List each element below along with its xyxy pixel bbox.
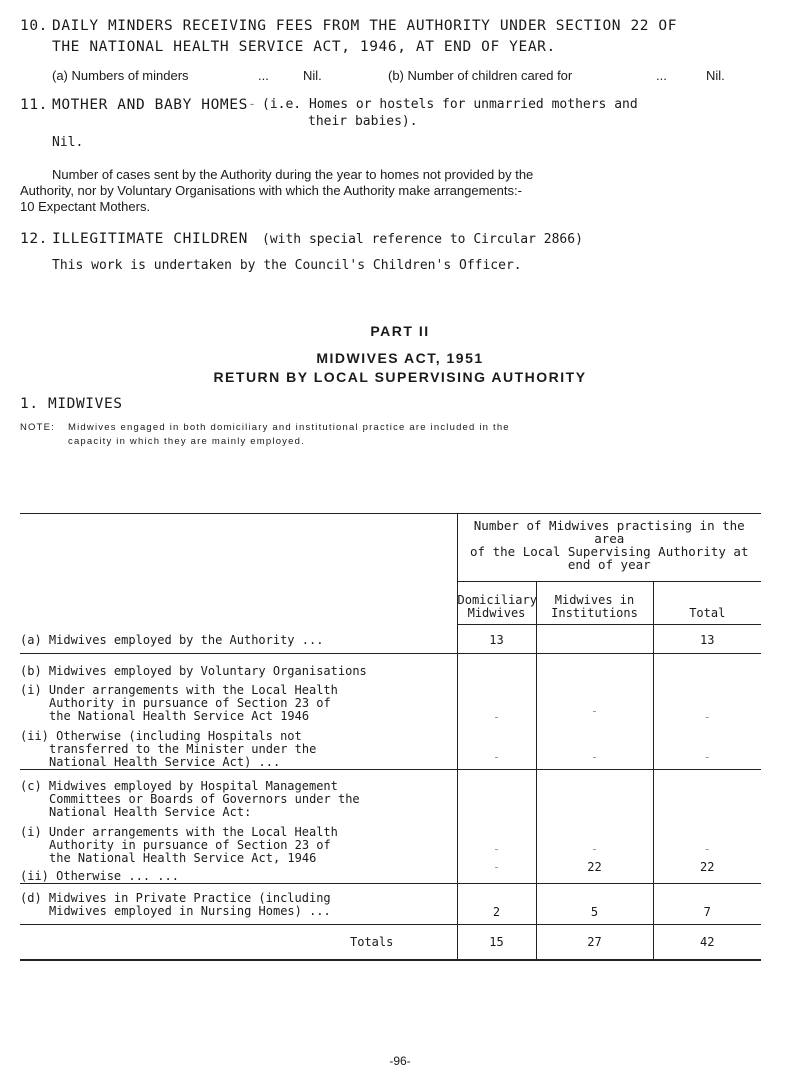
- section-10-title-line1: DAILY MINDERS RECEIVING FEES FROM THE AUTHORITY UNDER SECTION 22 OF: [52, 18, 678, 34]
- midwives-heading: 1. MIDWIVES: [20, 396, 123, 412]
- row-b-label: (b) Midwives employed by Voluntary Organisations: [20, 664, 367, 678]
- row-c-i-institutions: -: [590, 842, 599, 856]
- row-b-ii-total: -: [703, 750, 711, 764]
- section-10-title-line2: THE NATIONAL HEALTH SERVICE ACT, 1946, AT END OF YEAR.: [52, 39, 556, 55]
- col-header-total-text: Total: [689, 606, 726, 620]
- section-10-item-a-label: (a) Numbers of minders: [52, 68, 189, 83]
- section-11-para-line3: 10 Expectant Mothers.: [20, 199, 151, 214]
- row-a-institutions: [537, 625, 653, 633]
- row-a-total: 13: [700, 633, 715, 647]
- header-row-span: [20, 513, 761, 582]
- section-11-para-line2: Authority, nor by Voluntary Organisations with which the Authority make arrangements:-: [20, 183, 522, 198]
- row-b-ii-institutions: -: [590, 750, 599, 764]
- table-row-d: [20, 884, 761, 925]
- table-row-a: [20, 625, 761, 654]
- row-d-label-line2: Midwives employed in Nursing Homes) ...: [49, 904, 331, 918]
- col-header-domiciliary-line1: Domiciliary: [457, 593, 537, 607]
- header-span-line2: of the Local Supervising Authority at: [470, 544, 749, 559]
- row-c-i-line1: (i) Under arrangements with the Local Health: [20, 825, 338, 839]
- row-c-ii-line: (ii) Otherwise ... ...: [20, 869, 179, 883]
- row-c-ii-total: 22: [700, 860, 715, 874]
- section-11-desc-line1: (i.e. Homes or hostels for unmarried mothers and: [262, 97, 638, 112]
- row-d-domiciliary: 2: [492, 905, 501, 919]
- note-line2: capacity in which they are mainly employed.: [68, 436, 305, 447]
- row-b-i-line3: the National Health Service Act 1946: [49, 709, 310, 723]
- section-10-number: 10.: [20, 18, 48, 34]
- row-b-i-total: -: [703, 710, 711, 724]
- table-row-c: [20, 770, 761, 884]
- row-c-label-line2: Committees or Boards of Governors under the: [49, 792, 360, 806]
- col-header-institutions: [536, 582, 653, 625]
- section-11-dash: -: [248, 97, 256, 112]
- section-11-para-line1: Number of cases sent by the Authority during the year to homes not provided by the: [52, 167, 534, 182]
- row-b-ii-line1: (ii) Otherwise (including Hospitals not: [20, 729, 302, 743]
- section-10-item-b-dots: ...: [656, 68, 667, 83]
- totals-total: 42: [700, 935, 715, 949]
- row-d-label-line1: (d) Midwives in Private Practice (including: [20, 891, 331, 905]
- section-11-value: Nil.: [52, 135, 84, 150]
- totals-institutions: 27: [587, 935, 602, 949]
- col-header-institutions-line1: Midwives in: [554, 593, 635, 607]
- row-b-ii-line2: transferred to the Minister under the: [49, 742, 317, 756]
- row-d-total: 7: [703, 905, 711, 919]
- page-number: -96-: [389, 1054, 411, 1068]
- section-10-item-a-value: Nil.: [303, 68, 322, 83]
- table-row-b: [20, 654, 761, 770]
- row-c-label-line1: (c) Midwives employed by Hospital Management: [20, 779, 338, 793]
- row-d-institutions: 5: [590, 905, 599, 919]
- totals-label: Totals: [350, 935, 394, 949]
- header-span-cell: [457, 513, 761, 582]
- table-row-totals: [20, 925, 761, 961]
- row-b-i-line1: (i) Under arrangements with the Local Health: [20, 683, 338, 697]
- section-12-title: ILLEGITIMATE CHILDREN: [52, 231, 248, 247]
- col-header-domiciliary: [457, 582, 536, 625]
- row-c-i-domiciliary: -: [492, 842, 501, 856]
- row-b-ii-domiciliary: -: [492, 750, 501, 764]
- section-12-title-suffix: (with special reference to Circular 2866): [262, 232, 583, 247]
- row-a-domiciliary: 13: [489, 633, 504, 647]
- act-heading: MIDWIVES ACT, 1951: [316, 350, 484, 366]
- row-b-i-domiciliary: -: [492, 710, 501, 724]
- note-label: NOTE:: [20, 422, 56, 433]
- col-header-domiciliary-line2: Midwives: [467, 606, 526, 620]
- section-10-item-b-value: Nil.: [706, 68, 725, 83]
- totals-domiciliary: 15: [489, 935, 504, 949]
- row-b-i-line2: Authority in pursuance of Section 23 of: [49, 696, 331, 710]
- row-c-i-line2: Authority in pursuance of Section 23 of: [49, 838, 331, 852]
- header-span-line3: end of year: [567, 557, 651, 572]
- section-11-number: 11.: [20, 97, 48, 113]
- row-c-label-line3: National Health Service Act:: [49, 805, 252, 819]
- midwives-table: [20, 513, 761, 961]
- row-c-ii-institutions: 22: [587, 860, 602, 874]
- col-header-institutions-line2: Institutions: [551, 606, 638, 620]
- row-b-i-institutions: -: [590, 704, 599, 718]
- section-11-desc-line2: their babies).: [308, 114, 418, 129]
- section-12-para: This work is undertaken by the Council's Children's Officer.: [52, 258, 522, 273]
- section-11-title: MOTHER AND BABY HOMES: [52, 97, 248, 113]
- section-10-item-a-dots: ...: [258, 68, 269, 83]
- col-header-total: [653, 582, 761, 625]
- row-c-i-line3: the National Health Service Act, 1946: [49, 851, 317, 865]
- section-10-item-b-label: (b) Number of children cared for: [388, 68, 573, 83]
- section-12-number: 12.: [20, 231, 48, 247]
- row-a-label: (a) Midwives employed by the Authority ...: [20, 632, 324, 647]
- header-row-columns: [20, 582, 761, 625]
- part-heading: PART II: [370, 323, 430, 339]
- row-b-ii-line3: National Health Service Act) ...: [49, 755, 281, 769]
- row-c-ii-domiciliary: -: [492, 860, 501, 874]
- note-line1: Midwives engaged in both domiciliary and institutional practice are included in the: [68, 422, 510, 433]
- return-heading: RETURN BY LOCAL SUPERVISING AUTHORITY: [213, 369, 587, 385]
- header-span-line1: Number of Midwives practising in the area: [473, 518, 745, 546]
- row-c-i-total: -: [703, 842, 711, 856]
